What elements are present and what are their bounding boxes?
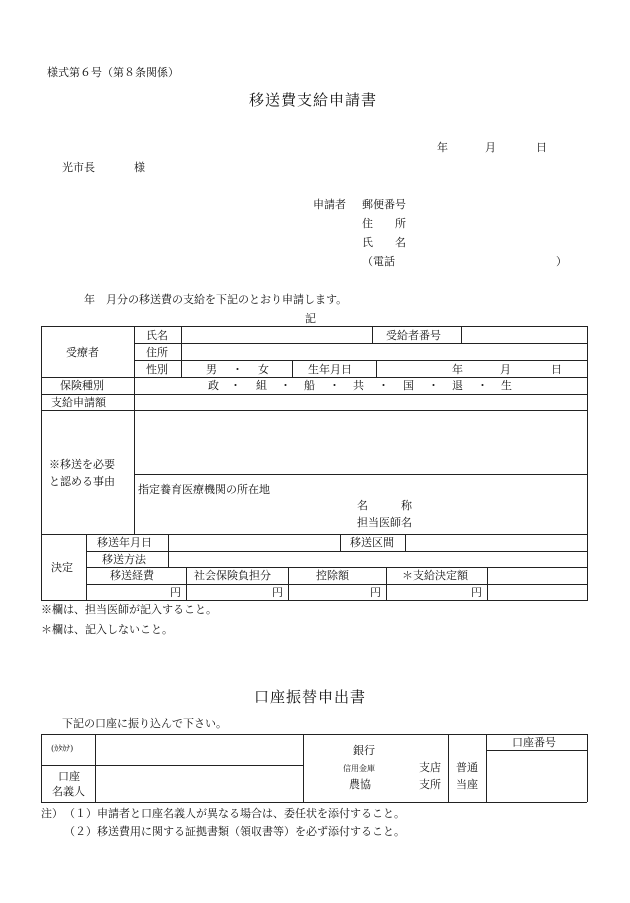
birth-year: 年 [452, 363, 463, 376]
nokyo-label: 農協 [349, 778, 371, 791]
addressee: 光市長 [62, 161, 95, 174]
amount-label: 支給申請額 [51, 396, 106, 409]
recipient-number-label: 受給者番号 [386, 329, 441, 342]
insurance-dot: ・ [230, 379, 241, 392]
honorific: 様 [134, 161, 145, 174]
insurance-taishoku: 退 [452, 379, 463, 392]
doctor-name-label: 担当医師名 [357, 516, 412, 529]
date-year: 年 [437, 141, 448, 154]
page-title: 移送費支給申請書 [249, 91, 378, 109]
bank-title: 口座振替申出書 [254, 688, 367, 706]
sex-dot: ・ [232, 363, 243, 376]
insurance-seikan: 政 [208, 379, 219, 392]
patient-label: 受療者 [66, 346, 99, 359]
insurance-dot: ・ [477, 379, 488, 392]
phone-open: （電話 [362, 255, 395, 268]
decision-label: 決定 [51, 561, 73, 574]
date-day: 日 [536, 141, 547, 154]
reason-label-line2: と認める事由 [49, 475, 115, 488]
institution-name-label: 名 称 [357, 499, 412, 512]
branch-label: 支店 [419, 761, 441, 774]
ki-label: 記 [305, 312, 316, 325]
insurance-seiho: 生 [501, 379, 512, 392]
insurance-senin: 船 [304, 379, 315, 392]
birth-month: 月 [500, 363, 511, 376]
account-number-label: 口座番号 [512, 736, 556, 749]
branch-office-label: 支所 [419, 778, 441, 791]
insurance-kokuho: 国 [403, 379, 414, 392]
transfer-section-label: 移送区間 [350, 536, 394, 549]
name-label: 氏 名 [362, 236, 406, 249]
transfer-method-label: 移送方法 [102, 553, 146, 566]
birth-label: 生年月日 [308, 363, 352, 376]
form-number: 様式第６号（第８条関係） [47, 66, 179, 79]
katakana-label: (ｶﾀｶﾅ) [51, 744, 74, 753]
bank-instruction: 下記の口座に振り込んで下さい。 [62, 717, 227, 730]
birth-day: 日 [551, 363, 562, 376]
applicant-label: 申請者 [313, 198, 346, 211]
insurance-kumiai: 組 [256, 379, 267, 392]
footer-note-2: （２）移送費用に関する証拠書類（領収書等）を必ず添付すること。 [64, 825, 405, 838]
transfer-date-label: 移送年月日 [97, 536, 152, 549]
address-label: 住 所 [362, 217, 406, 230]
postal-label: 郵便番号 [362, 198, 406, 211]
payment-decision-label: ＊支給決定額 [402, 569, 468, 582]
sex-label: 性別 [146, 363, 168, 376]
insurance-dot: ・ [329, 379, 340, 392]
toza-label: 当座 [456, 778, 478, 791]
institution-label: 指定養育医療機関の所在地 [138, 483, 270, 496]
yen-social-insurance: 円 [272, 586, 283, 599]
bank-label: 銀行 [353, 744, 375, 757]
intro-text: 年 月分の移送費の支給を下記のとおり申請します。 [84, 293, 348, 306]
yen-deduction: 円 [370, 586, 381, 599]
sex-female: 女 [258, 363, 269, 376]
social-insurance-label: 社会保険負担分 [194, 569, 271, 582]
footer-note-1: （１）申請者と口座名義人が異なる場合は、委任状を添付すること。 [64, 807, 405, 820]
sex-male: 男 [206, 363, 217, 376]
yen-transfer-cost: 円 [170, 586, 181, 599]
account-holder-label-2: 名義人 [52, 785, 85, 798]
insurance-kyosai: 共 [353, 379, 364, 392]
insurance-label: 保険種別 [60, 379, 104, 392]
address-label-cell: 住所 [146, 346, 168, 359]
shinyo-kinko-label: 信用金庫 [343, 764, 375, 773]
insurance-dot: ・ [378, 379, 389, 392]
yen-payment-decision: 円 [471, 586, 482, 599]
note-do-not-fill: ＊欄は、記入しないこと。 [41, 623, 173, 636]
note-doctor: ※欄は、担当医師が記入すること。 [41, 603, 217, 616]
footer-note-label: 注） [41, 807, 63, 820]
phone-close: ） [556, 255, 567, 268]
account-holder-label-1: 口座 [58, 770, 80, 783]
name-label-cell: 氏名 [146, 329, 168, 342]
transfer-cost-label: 移送経費 [110, 569, 154, 582]
deduction-label: 控除額 [316, 569, 349, 582]
reason-label-line1: ※移送を必要 [49, 458, 115, 471]
futsu-label: 普通 [456, 761, 478, 774]
insurance-dot: ・ [428, 379, 439, 392]
date-month: 月 [485, 141, 496, 154]
insurance-dot: ・ [280, 379, 291, 392]
